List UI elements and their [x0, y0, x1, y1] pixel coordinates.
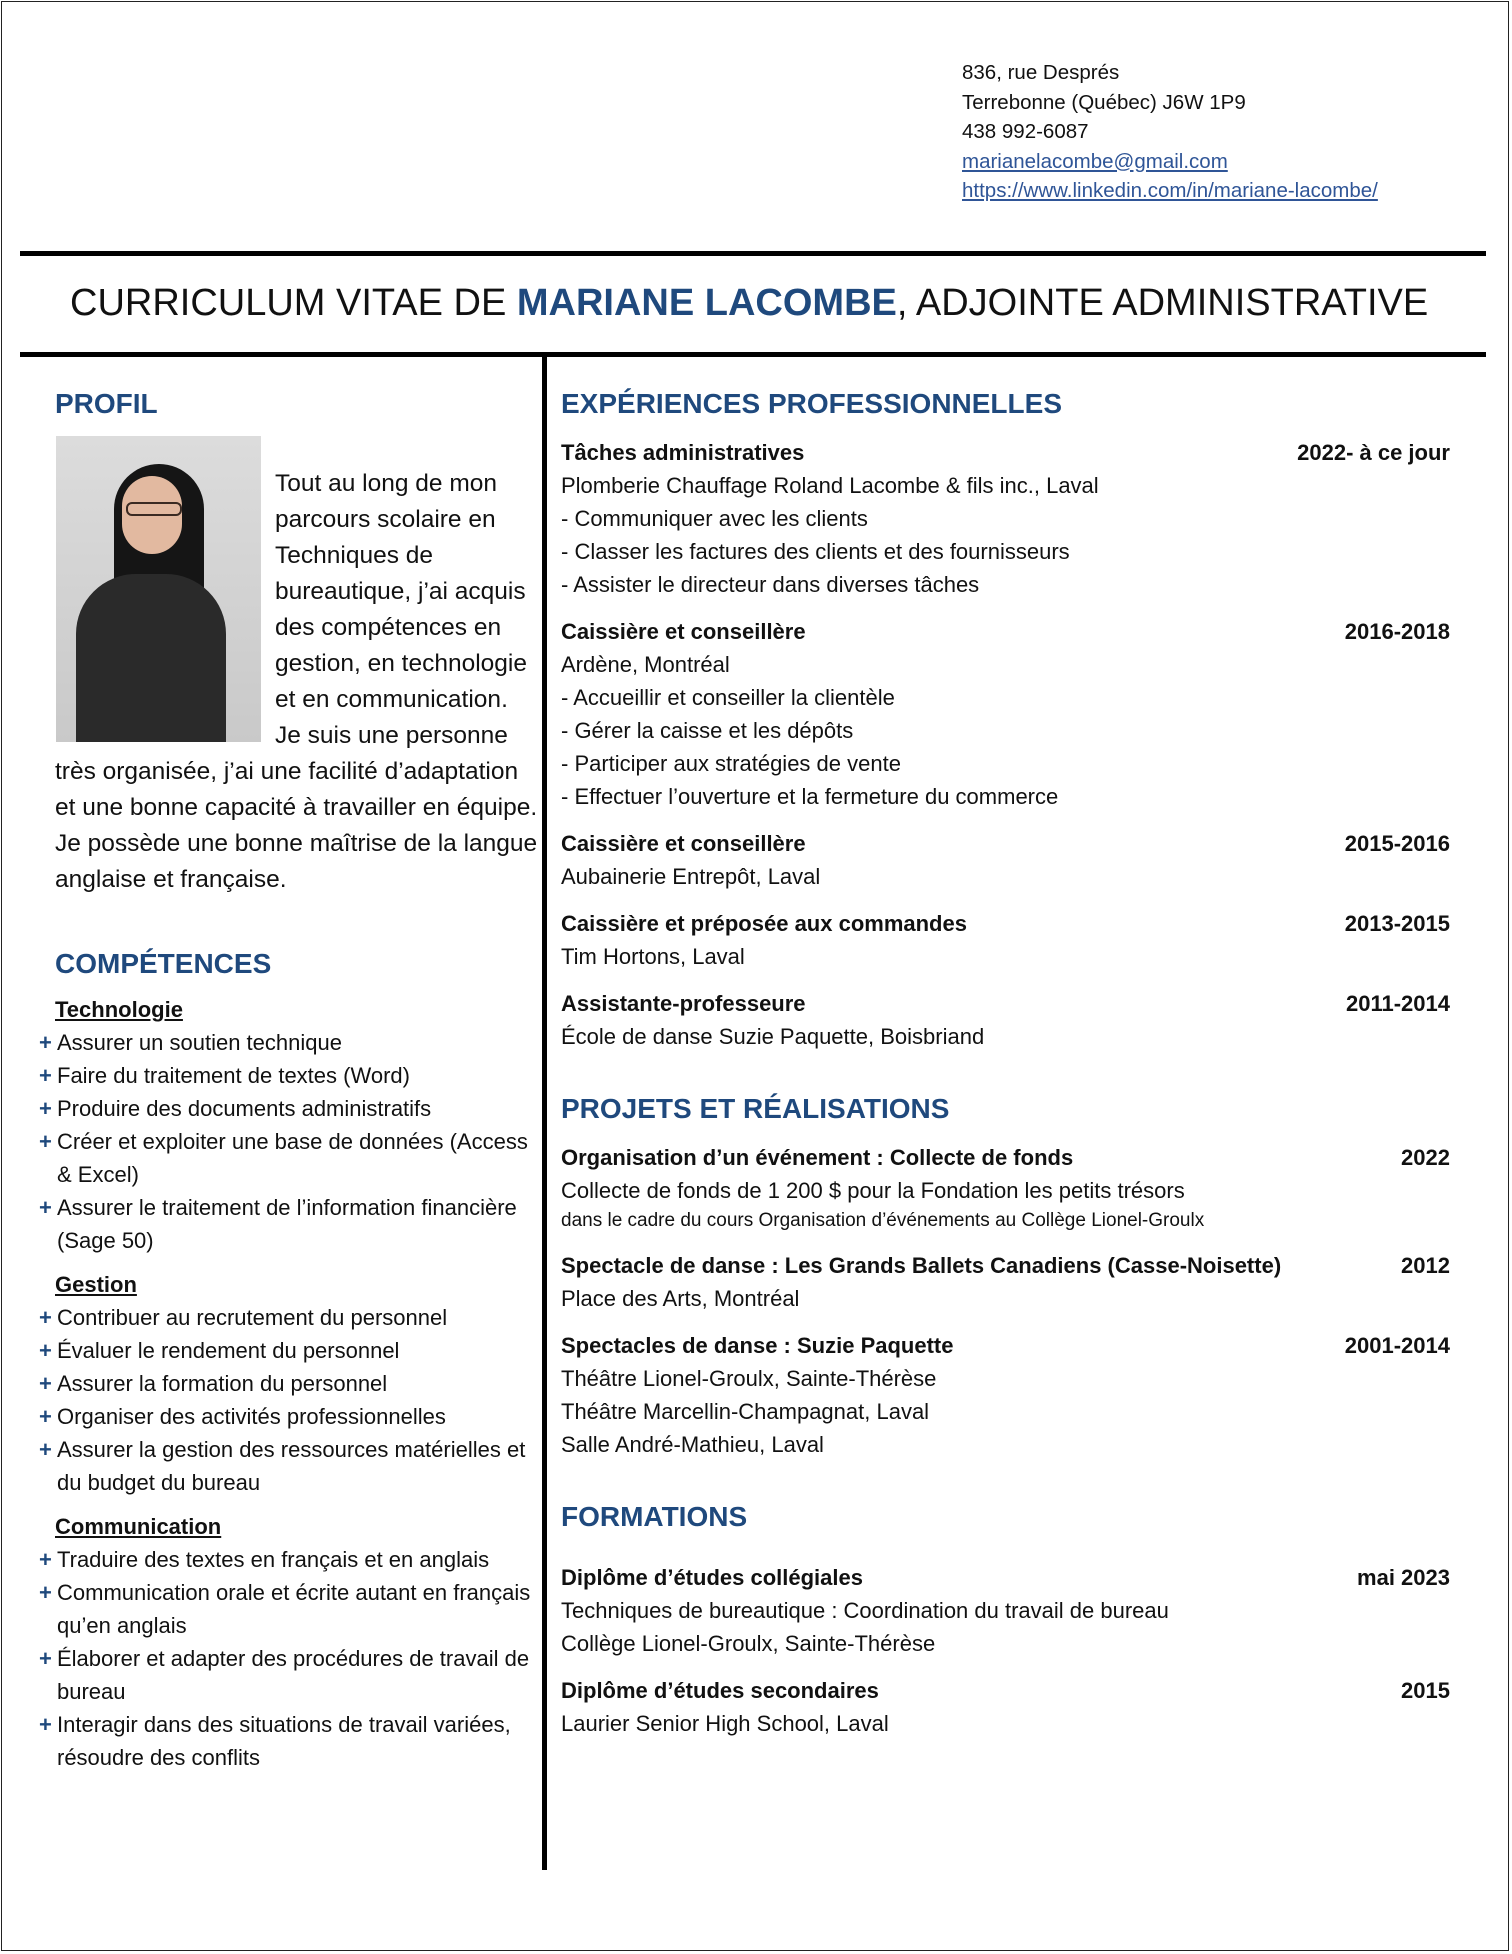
- entry-header: [561, 1561, 1450, 1594]
- competence-list: [39, 1543, 540, 1774]
- entry-role: Spectacles de danse : Suzie Paquette: [561, 1333, 954, 1358]
- contact-street: 836, rue Després: [962, 61, 1120, 84]
- entry-header: [561, 615, 1450, 648]
- competence-group-title: Technologie: [55, 997, 183, 1022]
- projets-section: [561, 1091, 1450, 1461]
- competence-text: Assurer un soutien technique: [57, 1030, 342, 1055]
- competence-text: Communication orale et écrite autant en français qu’en anglais: [57, 1580, 531, 1638]
- competence-item: [39, 1400, 540, 1433]
- right-column: [561, 386, 1450, 1740]
- competence-text: Faire du traitement de textes (Word): [57, 1063, 410, 1088]
- page-title: [70, 280, 1428, 326]
- competence-item: [39, 1367, 540, 1400]
- experiences-entry: [561, 615, 1450, 813]
- competence-item: [39, 1543, 540, 1576]
- competence-list: [39, 1026, 540, 1257]
- entry-date: 2015: [1401, 1678, 1450, 1703]
- plus-icon: +: [39, 1305, 52, 1330]
- competence-item: [39, 1301, 540, 1334]
- formations-heading: FORMATIONS: [561, 1501, 748, 1532]
- competence-list: [39, 1301, 540, 1499]
- email-link[interactable]: marianelacombe@gmail.com: [962, 149, 1228, 173]
- competence-item: [39, 1433, 540, 1499]
- left-column: [39, 386, 540, 1784]
- competences-heading: COMPÉTENCES: [55, 948, 272, 979]
- competence-text: Assurer la gestion des ressources matérielles et du budget du bureau: [57, 1437, 526, 1495]
- profil-text: Tout au long de mon parcours scolaire en Techniques de bureautique, j’ai acquis des compétences en gestion, en technologie et en communication. Je suis une personne très organisée, j’ai une facilité d’adaptation et une bonne capacité à travailler en équipe. Je possède une bonne maîtrise de la langue anglaise et française.: [55, 470, 538, 893]
- contact-city: Terrebonne (Québec) J6W 1P9: [962, 90, 1246, 114]
- competence-text: Traduire des textes en français et en anglais: [57, 1547, 490, 1572]
- competence-group: [39, 994, 540, 1257]
- entry-line: - Accueillir et conseiller la clientèle: [561, 685, 895, 710]
- entry-header: [561, 1674, 1450, 1707]
- formations-section: [561, 1499, 1450, 1740]
- competence-group-title: Communication: [55, 1514, 222, 1539]
- projets-entry: [561, 1249, 1450, 1315]
- plus-icon: +: [39, 1129, 52, 1154]
- contact-phone: 438 992-6087: [962, 120, 1089, 143]
- plus-icon: +: [39, 1580, 52, 1605]
- entry-line: - Gérer la caisse et les dépôts: [561, 718, 854, 743]
- entry-date: 2001-2014: [1344, 1333, 1450, 1358]
- competence-text: Élaborer et adapter des procédures de travail de bureau: [57, 1646, 530, 1704]
- entry-line: - Classer les factures des clients et des fournisseurs: [561, 539, 1070, 564]
- linkedin-link[interactable]: https://www.linkedin.com/in/mariane-lacombe/: [962, 179, 1378, 202]
- entry-line: Plomberie Chauffage Roland Lacombe & fils inc., Laval: [561, 473, 1099, 498]
- entry-line: - Participer aux stratégies de vente: [561, 751, 901, 776]
- entry-header: [561, 987, 1450, 1020]
- entry-header: [561, 907, 1450, 940]
- entry-header: [561, 1141, 1450, 1174]
- plus-icon: +: [39, 1437, 52, 1462]
- entry-date: 2013-2015: [1344, 911, 1450, 936]
- entry-line: Place des Arts, Montréal: [561, 1286, 800, 1311]
- entry-date: 2015-2016: [1344, 831, 1450, 856]
- entry-date: 2022- à ce jour: [1297, 440, 1450, 465]
- entry-role: Caissière et conseillère: [561, 619, 806, 644]
- entry-role: Tâches administratives: [561, 440, 805, 465]
- entry-role: Caissière et préposée aux commandes: [561, 911, 967, 936]
- entry-line: Laurier Senior High School, Laval: [561, 1711, 889, 1736]
- entry-line: Tim Hortons, Laval: [561, 944, 745, 969]
- entry-line: Techniques de bureautique : Coordination du travail de bureau: [561, 1598, 1169, 1623]
- projets-heading: PROJETS ET RÉALISATIONS: [561, 1093, 950, 1124]
- competence-text: Interagir dans des situations de travail variées, résoudre des conflits: [57, 1712, 511, 1770]
- entry-header: [561, 436, 1450, 469]
- experiences-entry: [561, 907, 1450, 973]
- competence-item: [39, 1191, 540, 1257]
- entry-role: Diplôme d’études secondaires: [561, 1678, 879, 1703]
- entry-role: Organisation d’un événement : Collecte de fonds: [561, 1145, 1074, 1170]
- competence-item: [39, 1092, 540, 1125]
- entry-line: Aubainerie Entrepôt, Laval: [561, 864, 821, 889]
- competence-text: Produire des documents administratifs: [57, 1096, 432, 1121]
- entry-date: 2016-2018: [1344, 619, 1450, 644]
- entry-header: [561, 1249, 1450, 1282]
- competence-item: [39, 1334, 540, 1367]
- competence-text: Assurer la formation du personnel: [57, 1371, 388, 1396]
- competence-item: [39, 1708, 540, 1774]
- experiences-heading: EXPÉRIENCES PROFESSIONNELLES: [561, 388, 1062, 419]
- competence-group-title: Gestion: [55, 1272, 137, 1297]
- plus-icon: +: [39, 1371, 52, 1396]
- entry-line: - Communiquer avec les clients: [561, 506, 868, 531]
- entry-line: Théâtre Marcellin-Champagnat, Laval: [561, 1399, 930, 1424]
- title-prefix: CURRICULUM VITAE DE: [70, 282, 517, 324]
- plus-icon: +: [39, 1030, 52, 1055]
- entry-date: 2011-2014: [1346, 991, 1450, 1016]
- competence-item: [39, 1026, 540, 1059]
- entry-date: mai 2023: [1357, 1565, 1450, 1590]
- competence-item: [39, 1059, 540, 1092]
- experiences-entry: [561, 987, 1450, 1053]
- entry-header: [561, 1329, 1450, 1362]
- entry-date: 2022: [1401, 1145, 1450, 1170]
- column-divider: [542, 356, 547, 1870]
- entry-note: dans le cadre du cours Organisation d’événements au Collège Lionel-Groulx: [561, 1210, 1205, 1231]
- competence-text: Contribuer au recrutement du personnel: [57, 1305, 448, 1330]
- entry-role: Assistante-professeure: [561, 991, 806, 1016]
- plus-icon: +: [39, 1338, 52, 1363]
- competence-group: [39, 1269, 540, 1499]
- entry-line: Collecte de fonds de 1 200 $ pour la Fondation les petits trésors: [561, 1178, 1185, 1203]
- competences-section: [39, 946, 540, 1774]
- plus-icon: +: [39, 1712, 52, 1737]
- entry-line: Collège Lionel-Groulx, Sainte-Thérèse: [561, 1631, 936, 1656]
- entry-line: Théâtre Lionel-Groulx, Sainte-Thérèse: [561, 1366, 937, 1391]
- competence-text: Créer et exploiter une base de données (Access & Excel): [57, 1129, 528, 1187]
- entry-line: - Assister le directeur dans diverses tâches: [561, 572, 980, 597]
- competence-text: Assurer le traitement de l’information financière (Sage 50): [57, 1195, 517, 1253]
- competence-item: [39, 1642, 540, 1708]
- profil-section: [55, 436, 540, 898]
- plus-icon: +: [39, 1404, 52, 1429]
- experiences-entry: [561, 436, 1450, 601]
- top-rule: [20, 251, 1486, 256]
- title-name: MARIANE LACOMBE: [516, 282, 897, 324]
- profile-photo: [56, 436, 261, 742]
- entry-role: Spectacle de danse : Les Grands Ballets Canadiens (Casse-Noisette): [561, 1253, 1282, 1278]
- formations-entry: [561, 1561, 1450, 1660]
- competence-item: [39, 1576, 540, 1642]
- profil-heading: PROFIL: [55, 388, 158, 419]
- entry-line: - Effectuer l’ouverture et la fermeture du commerce: [561, 784, 1059, 809]
- competence-group: [39, 1511, 540, 1774]
- formations-entry: [561, 1674, 1450, 1740]
- experiences-section: [561, 386, 1450, 1053]
- entry-date: 2012: [1401, 1253, 1450, 1278]
- contact-block: [962, 58, 1378, 206]
- competence-item: [39, 1125, 540, 1191]
- projets-entry: [561, 1141, 1450, 1235]
- bottom-rule: [20, 352, 1486, 357]
- entry-role: Caissière et conseillère: [561, 831, 806, 856]
- experiences-entry: [561, 827, 1450, 893]
- plus-icon: +: [39, 1063, 52, 1088]
- plus-icon: +: [39, 1195, 52, 1220]
- entry-header: [561, 827, 1450, 860]
- title-suffix: , ADJOINTE ADMINISTRATIVE: [896, 282, 1429, 324]
- plus-icon: +: [39, 1646, 52, 1671]
- entry-line: Ardène, Montréal: [561, 652, 730, 677]
- entry-line: Salle André-Mathieu, Laval: [561, 1432, 824, 1457]
- plus-icon: +: [39, 1096, 52, 1121]
- entry-line: École de danse Suzie Paquette, Boisbriand: [561, 1024, 985, 1049]
- competence-text: Organiser des activités professionnelles: [57, 1404, 446, 1429]
- entry-role: Diplôme d’études collégiales: [561, 1565, 863, 1590]
- competence-text: Évaluer le rendement du personnel: [57, 1338, 400, 1363]
- plus-icon: +: [39, 1547, 52, 1572]
- projets-entry: [561, 1329, 1450, 1461]
